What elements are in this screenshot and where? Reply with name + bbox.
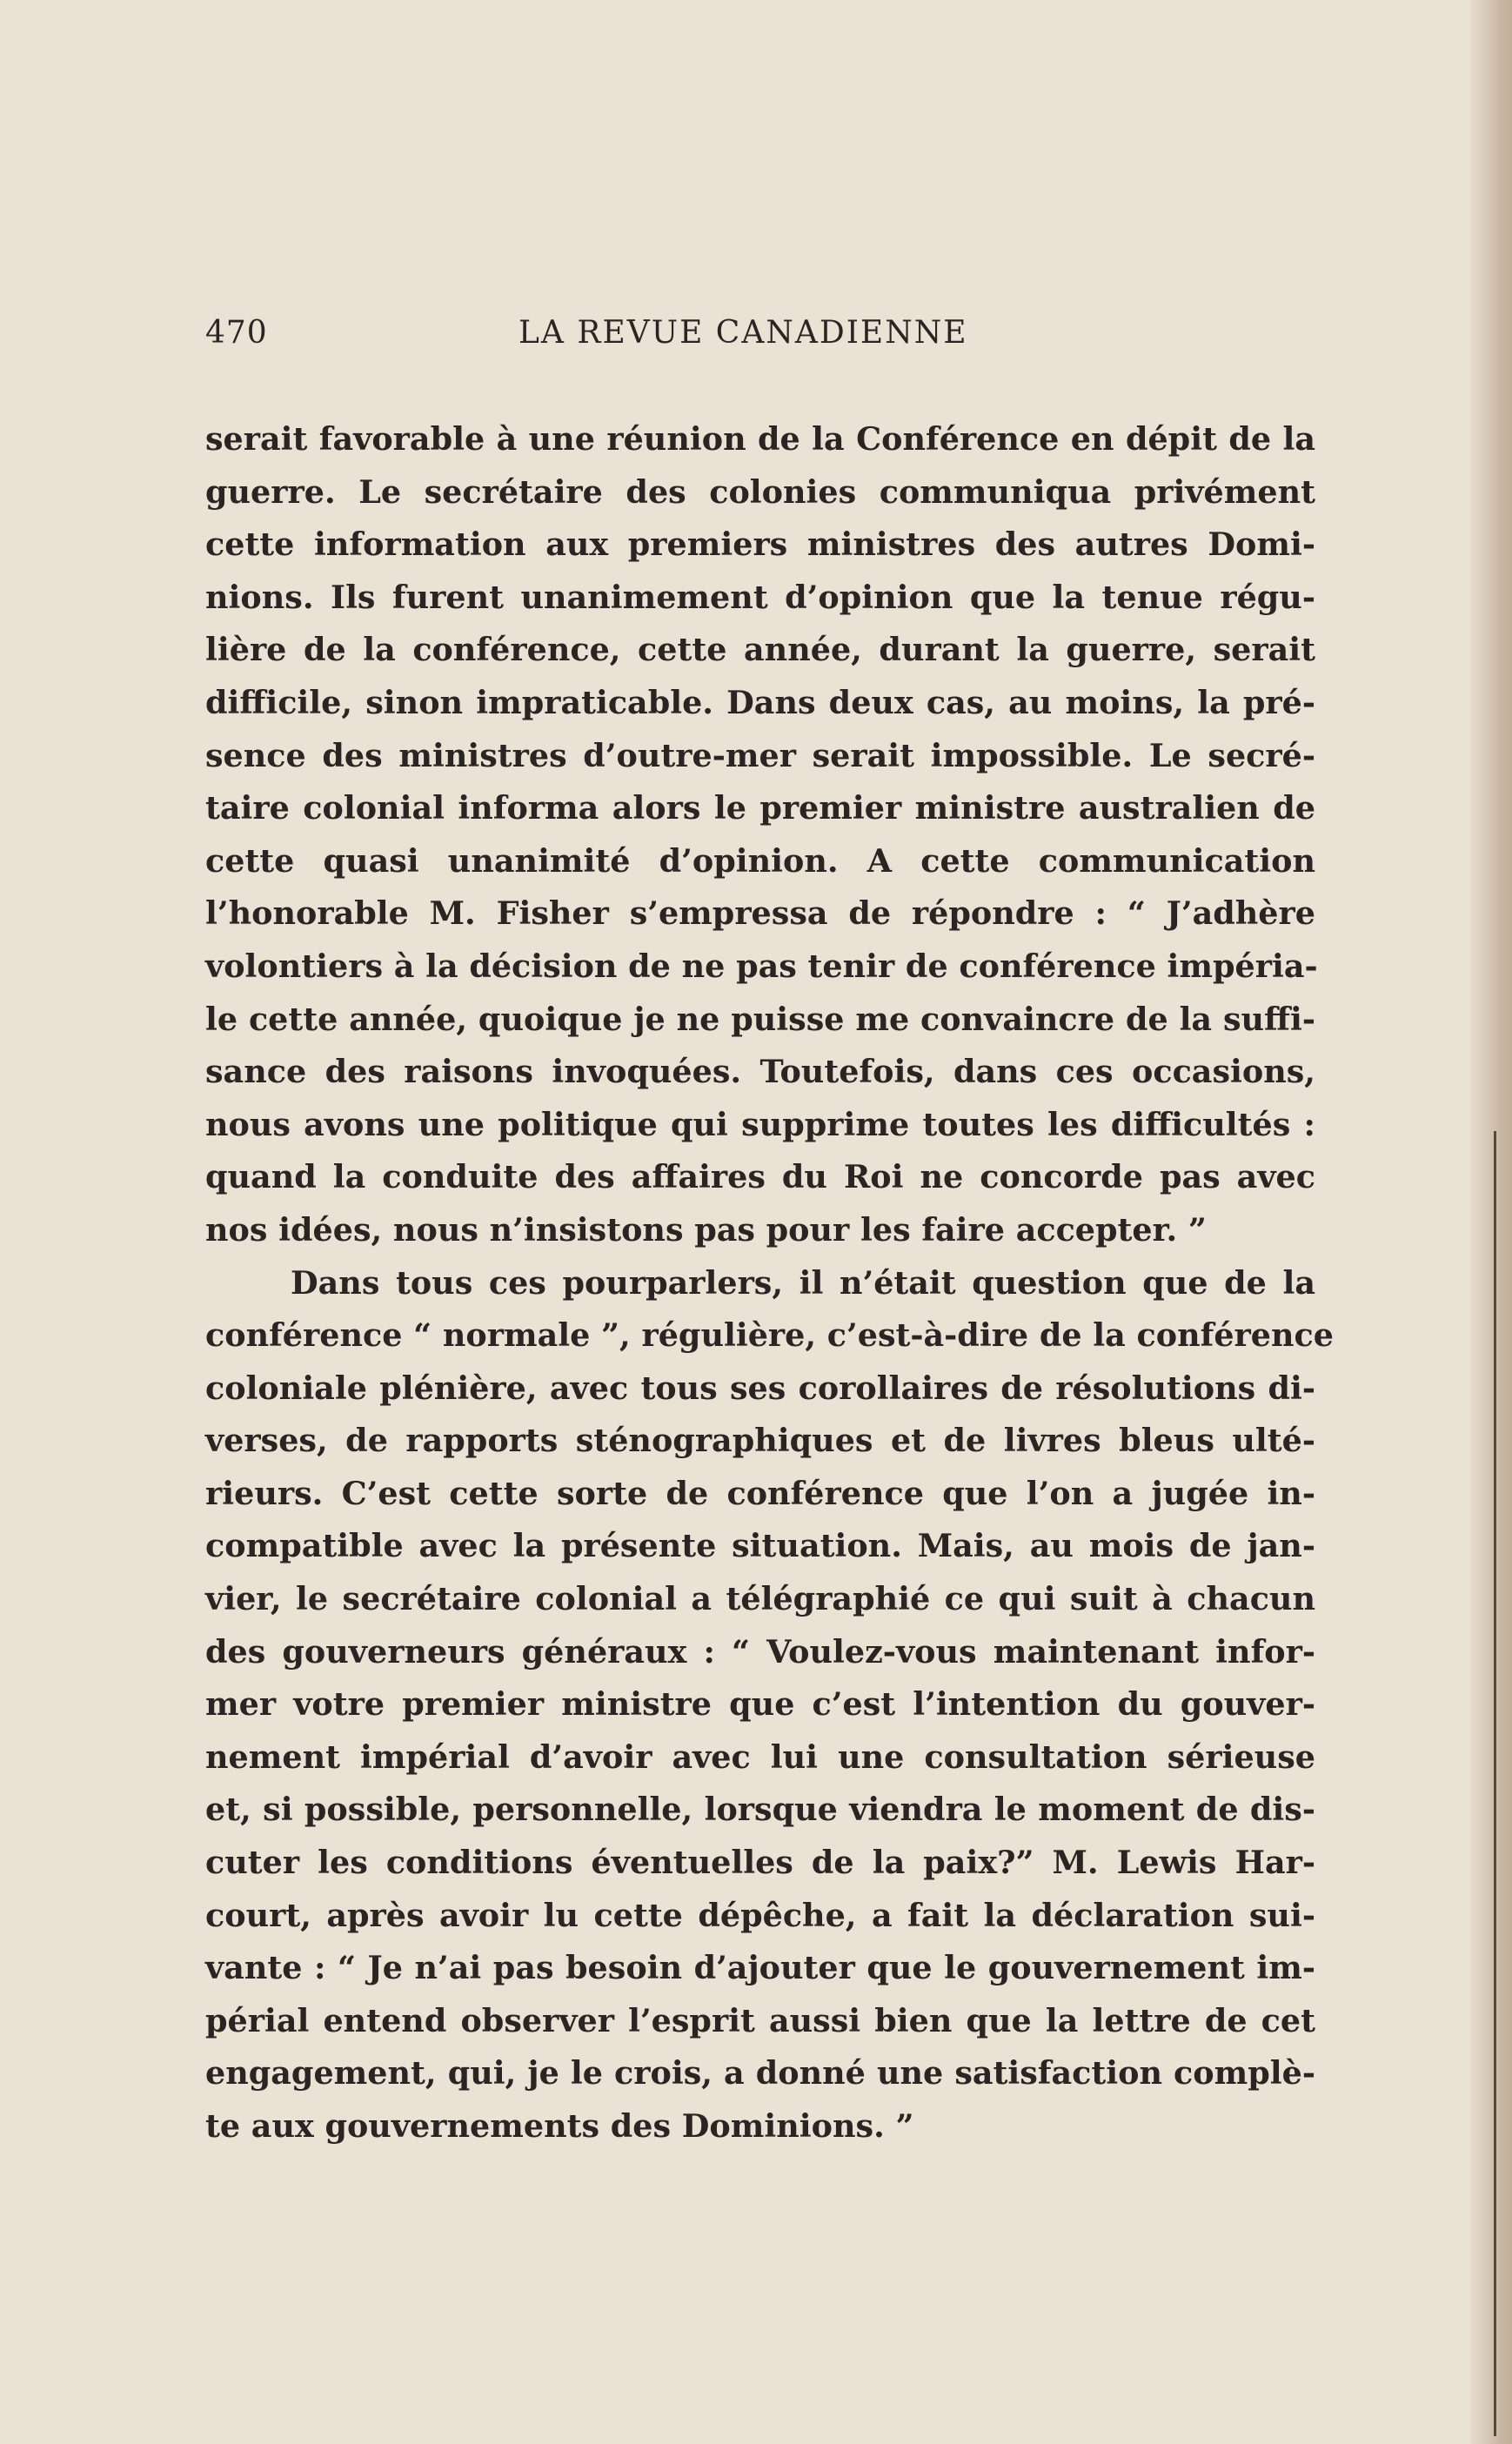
page-header <box>205 315 1319 353</box>
text-line: nement impérial d’avoir avec lui une consultation sérieuse <box>205 1738 1315 1776</box>
text-line: compatible avec la présente situation. Mais, au mois de jan- <box>205 1527 1315 1565</box>
page-edge <box>1470 0 1512 2444</box>
body-text <box>205 413 1334 2153</box>
text-line: vier, le secrétaire colonial a télégraphié ce qui suit à chacun <box>205 1580 1315 1618</box>
text-line: vante : “ Je n’ai pas besoin d’ajouter que le gouvernement im- <box>205 1949 1315 1987</box>
text-line: cette quasi unanimité d’opinion. A cette communication <box>205 841 1315 880</box>
text-line: serait favorable à une réunion de la Conférence en dépit de la <box>205 420 1315 458</box>
text-line: sence des ministres d’outre-mer serait impossible. Le secré- <box>205 736 1315 774</box>
text-line: coloniale plénière, avec tous ses corollaires de résolutions di- <box>205 1369 1315 1407</box>
text-line: quand la conduite des affaires du Roi ne concorde pas avec <box>205 1158 1315 1196</box>
text-line: l’honorable M. Fisher s’empressa de répondre : “ J’adhère <box>205 894 1315 933</box>
text-line: guerre. Le secrétaire des colonies communiqua privément <box>205 472 1315 511</box>
page-edge-shadow <box>1494 1131 1496 2436</box>
text-line: rieurs. C’est cette sorte de conférence que l’on a jugée in- <box>205 1474 1315 1512</box>
page-number: 470 <box>205 315 268 351</box>
text-line: le cette année, quoique je ne puisse me convaincre de la suffi- <box>205 1000 1315 1038</box>
running-title: LA REVUE CANADIENNE <box>518 315 968 351</box>
text-line: nous avons une politique qui supprime toutes les difficultés : <box>205 1105 1315 1143</box>
text-line: volontiers à la décision de ne pas tenir de conférence impéria- <box>205 947 1318 985</box>
text-line: sance des raisons invoquées. Toutefois, dans ces occasions, <box>205 1053 1315 1091</box>
text-line: taire colonial informa alors le premier ministre australien de <box>205 789 1315 827</box>
text-line: difficile, sinon impraticable. Dans deux cas, au moins, la pré- <box>205 683 1315 721</box>
text-line: cette information aux premiers ministres des autres Domi- <box>205 526 1315 564</box>
text-line: périal entend observer l’esprit aussi bien que la lettre de cet <box>205 2001 1315 2039</box>
text-line: engagement, qui, je le crois, a donné une satisfaction complè- <box>205 2054 1315 2092</box>
text-line: conférence “ normale ”, régulière, c’est-à-dire de la conférence <box>205 1316 1334 1355</box>
text-line: te aux gouvernements des Dominions. ” <box>205 2107 914 2145</box>
text-line: et, si possible, personnelle, lorsque viendra le moment de dis- <box>205 1791 1315 1829</box>
text-line: des gouverneurs généraux : “ Voulez-vous maintenant infor- <box>205 1632 1315 1671</box>
text-line: nos idées, nous n’insistons pas pour les faire accepter. ” <box>205 1210 1207 1249</box>
text-line: cuter les conditions éventuelles de la paix?” M. Lewis Har- <box>205 1844 1315 1882</box>
text-line: court, après avoir lu cette dépêche, a fait la déclaration sui- <box>205 1896 1315 1934</box>
text-line: nions. Ils furent unanimement d’opinion que la tenue régu- <box>205 578 1315 616</box>
text-line: verses, de rapports sténographiques et de livres bleus ulté- <box>205 1422 1315 1460</box>
text-line: lière de la conférence, cette année, durant la guerre, serait <box>205 631 1315 669</box>
text-line: Dans tous ces pourparlers, il n’était question que de la <box>291 1263 1315 1302</box>
text-line: mer votre premier ministre que c’est l’intention du gouver- <box>205 1685 1315 1724</box>
